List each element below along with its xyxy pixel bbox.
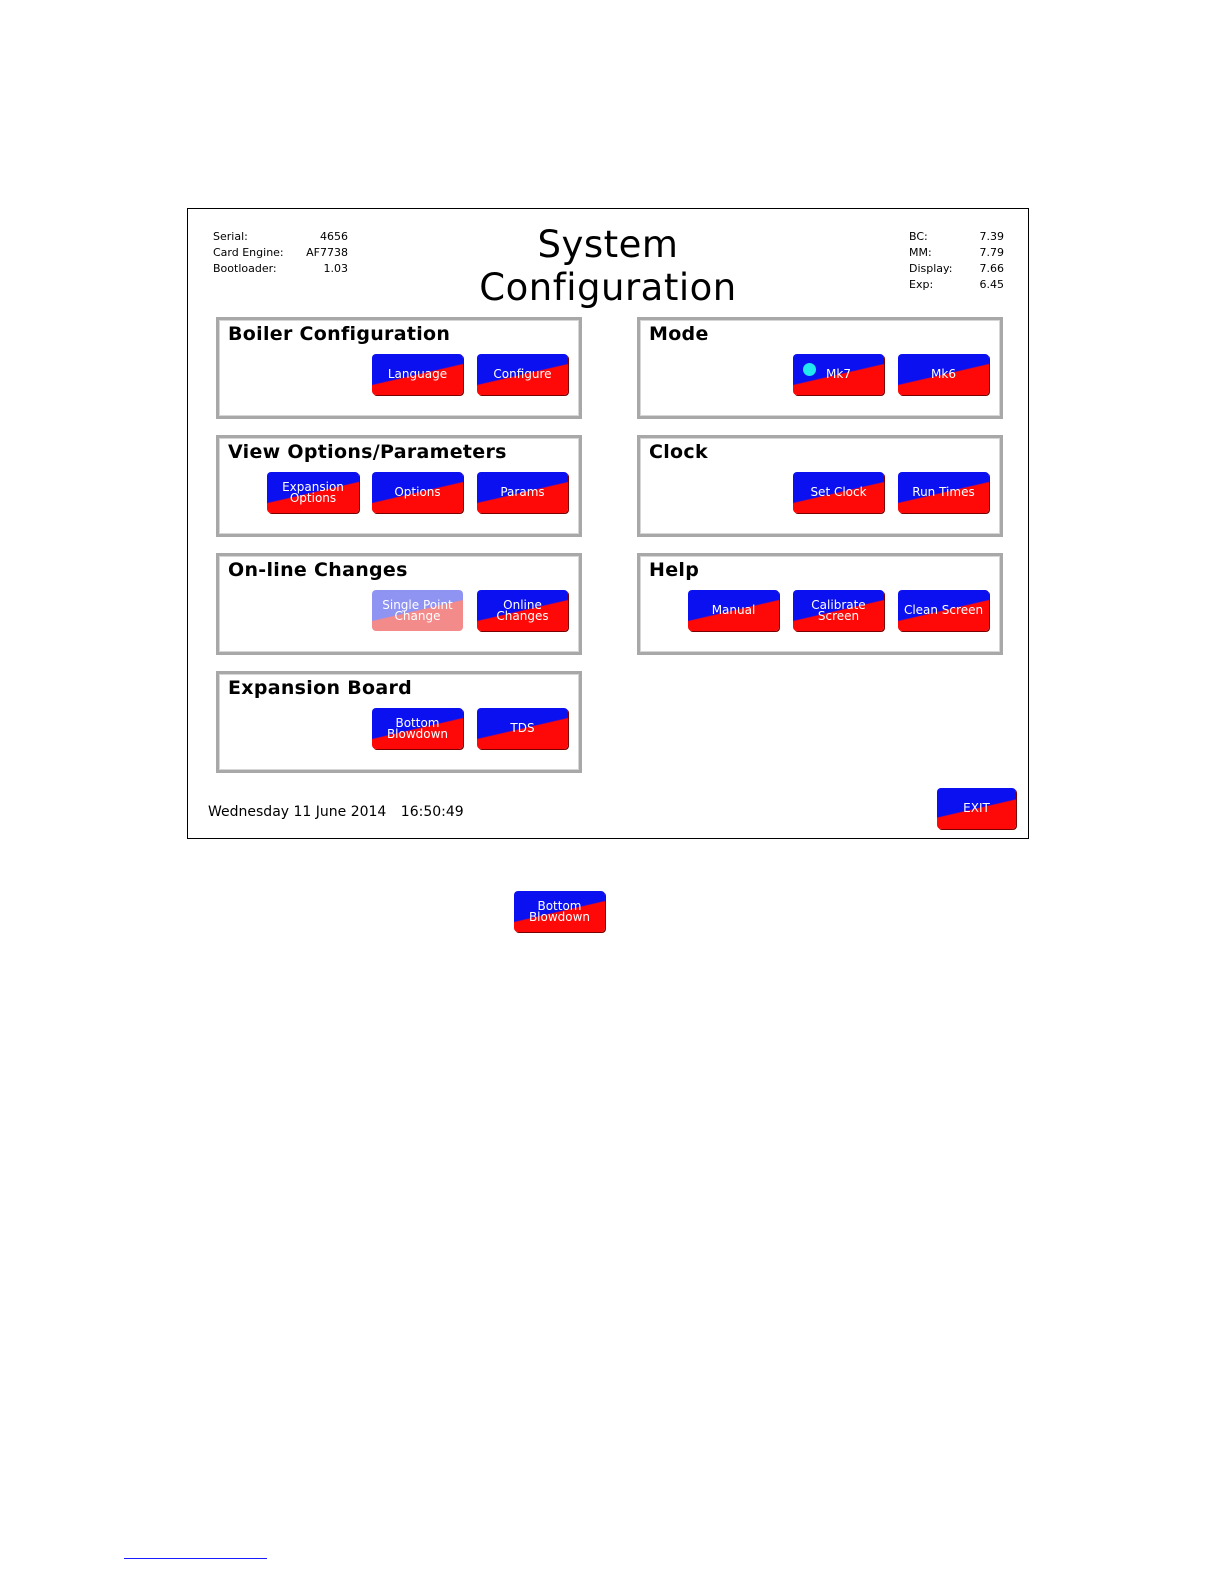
mm-row bbox=[909, 245, 1004, 261]
options-button[interactable]: Options bbox=[372, 472, 463, 513]
single-point-change-button[interactable]: Single Point Change bbox=[372, 590, 463, 631]
card-engine-label: Card Engine: bbox=[213, 246, 284, 259]
status-date: Wednesday 11 June 2014 bbox=[208, 804, 387, 820]
serial-label: Serial: bbox=[213, 230, 248, 243]
clock-title: Clock bbox=[649, 441, 708, 463]
version-info bbox=[909, 229, 1004, 293]
exp-label: Exp: bbox=[909, 278, 934, 291]
mk7-button[interactable] bbox=[793, 354, 884, 395]
system-configuration-screen bbox=[187, 208, 1029, 839]
run-times-button[interactable]: Run Times bbox=[898, 472, 989, 513]
mm-label: MM: bbox=[909, 246, 932, 259]
bottom-blowdown-callout-button: Bottom Blowdown bbox=[514, 891, 605, 932]
expansion-board-title: Expansion Board bbox=[228, 677, 413, 699]
display-row bbox=[909, 261, 1004, 277]
serial-value: 4656 bbox=[320, 230, 348, 243]
footnote-divider bbox=[124, 1558, 267, 1559]
view-options-group bbox=[216, 435, 582, 537]
expansion-options-button[interactable]: Expansion Options bbox=[267, 472, 359, 513]
clean-screen-button[interactable]: Clean Screen bbox=[898, 590, 989, 631]
configure-button[interactable]: Configure bbox=[477, 354, 568, 395]
clock-group bbox=[637, 435, 1003, 537]
card-engine-value: AF7738 bbox=[306, 246, 348, 259]
view-options-title: View Options/Parameters bbox=[228, 441, 507, 463]
bc-row bbox=[909, 229, 1004, 245]
serial-row bbox=[213, 229, 348, 245]
exit-button[interactable]: EXIT bbox=[937, 788, 1016, 829]
display-value: 7.66 bbox=[979, 262, 1004, 275]
exp-row bbox=[909, 277, 1004, 293]
mk6-button[interactable]: Mk6 bbox=[898, 354, 989, 395]
bootloader-value: 1.03 bbox=[323, 262, 348, 275]
boiler-configuration-group bbox=[216, 317, 582, 419]
status-datetime bbox=[208, 804, 474, 820]
expansion-board-group bbox=[216, 671, 582, 773]
selected-indicator-icon bbox=[803, 363, 816, 376]
online-changes-group bbox=[216, 553, 582, 655]
exp-value: 6.45 bbox=[979, 278, 1004, 291]
bootloader-row bbox=[213, 261, 348, 277]
help-title: Help bbox=[649, 559, 700, 581]
mode-group bbox=[637, 317, 1003, 419]
set-clock-button[interactable]: Set Clock bbox=[793, 472, 884, 513]
bootloader-label: Bootloader: bbox=[213, 262, 277, 275]
bc-label: BC: bbox=[909, 230, 928, 243]
help-group bbox=[637, 553, 1003, 655]
display-label: Display: bbox=[909, 262, 953, 275]
device-info bbox=[213, 229, 348, 277]
mode-title: Mode bbox=[649, 323, 709, 345]
page-title: System Configuration bbox=[479, 223, 737, 309]
mm-value: 7.79 bbox=[979, 246, 1004, 259]
status-time: 16:50:49 bbox=[400, 804, 464, 820]
online-changes-button[interactable]: Online Changes bbox=[477, 590, 568, 631]
manual-button[interactable]: Manual bbox=[688, 590, 779, 631]
boiler-configuration-title: Boiler Configuration bbox=[228, 323, 451, 345]
calibrate-screen-button[interactable]: Calibrate Screen bbox=[793, 590, 884, 631]
bottom-blowdown-button[interactable]: Bottom Blowdown bbox=[372, 708, 463, 749]
card-engine-row bbox=[213, 245, 348, 261]
online-changes-title: On-line Changes bbox=[228, 559, 408, 581]
params-button[interactable]: Params bbox=[477, 472, 568, 513]
tds-button[interactable]: TDS bbox=[477, 708, 568, 749]
language-button[interactable]: Language bbox=[372, 354, 463, 395]
bc-value: 7.39 bbox=[979, 230, 1004, 243]
mk7-label: Mk7 bbox=[826, 367, 851, 381]
